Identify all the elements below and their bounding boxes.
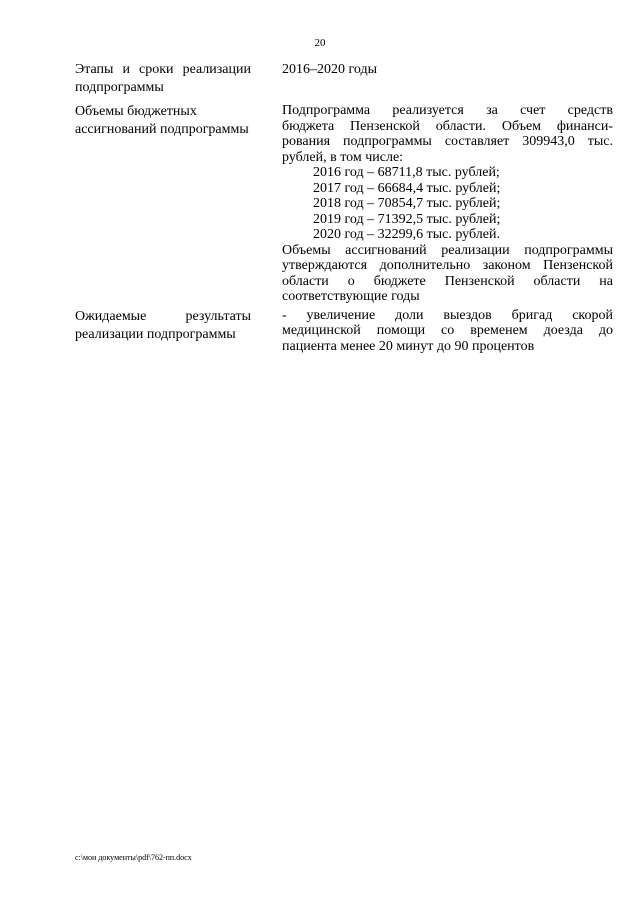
label-line: ассигнований подпрограммы [75,122,249,137]
list-item: 2016 год – 68711,8 тыс. рублей; [313,165,500,180]
list-item: 2020 год – 32299,6 тыс. рублей. [313,227,500,242]
text-line: бюджета Пензенской области. Объем финанси- [282,118,613,134]
row-value [282,308,613,355]
text-line: Подпрограмма реализуется за счет средств [282,103,613,118]
row-label [75,308,251,355]
text-line: рования подпрограммы составляет 309943,0 тыс. [282,134,613,149]
label-line: подпрограммы [75,80,164,95]
list-item: 2019 год – 71392,5 тыс. рублей; [313,211,501,227]
stages-value: 2016–2020 годы [282,62,378,77]
row-value [282,61,613,97]
list-item: 2018 год – 70854,7 тыс. рублей; [313,196,501,211]
label-line: Объемы бюджетных [75,104,197,119]
text-line: области о бюджете Пензенской области на [282,273,613,289]
page-number: 20 [314,37,326,49]
text-line: соответствующие годы [282,289,420,304]
row-stages-and-terms [75,61,613,97]
subprogram-passport-table [75,61,613,357]
row-label [75,61,251,97]
list-item: 2017 год – 66684,4 тыс. рублей; [313,180,501,196]
text-line: - увеличение доли выездов бригад скорой [282,307,613,323]
row-expected-results [75,308,613,355]
label-line: реализации подпрограммы [75,326,236,342]
text-line: пациента менее 20 минут до 90 процентов [282,338,535,354]
text-line: Объемы ассигнований реализации подпрограммы [282,242,613,258]
text-line: медицинской помощи со временем доезда до [282,323,613,338]
row-budget-allocations [75,103,613,305]
text-line: утверждаются дополнительно законом Пензенской [282,258,613,273]
yearly-funding-list [282,165,613,243]
row-label [75,103,251,305]
footer-file-path: c:\мои документы\pdf\762-пп.docx [75,853,192,862]
label-line: Этапы и сроки реализации [75,62,251,77]
label-line: Ожидаемые результаты [75,308,251,324]
text-line: рублей, в том числе: [282,149,404,165]
row-value [282,103,613,305]
